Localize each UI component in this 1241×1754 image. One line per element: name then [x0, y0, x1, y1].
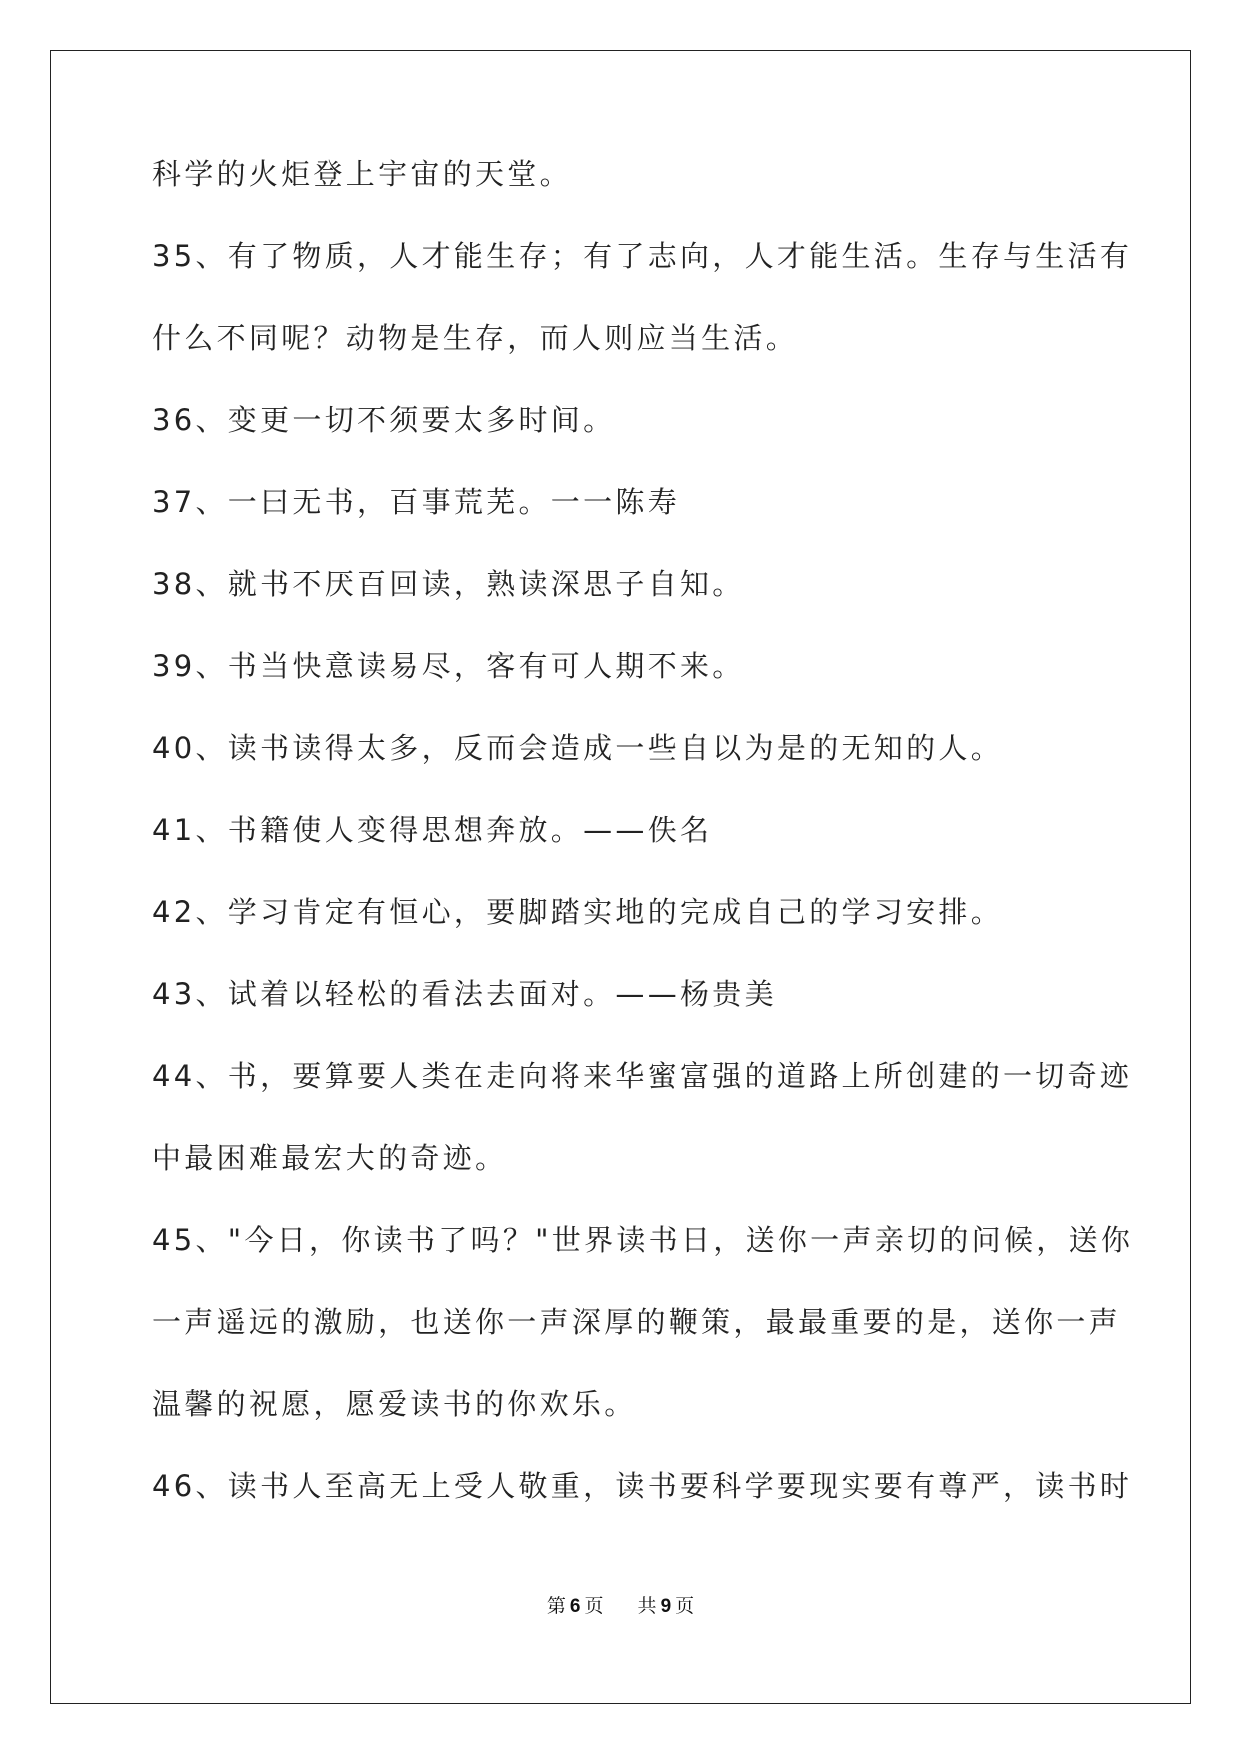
text-line: 什么不同呢？动物是生存，而人则应当生活。 — [152, 321, 799, 355]
text-line: 41、书籍使人变得思想奔放。——佚名 — [152, 813, 713, 847]
page-number: 6 — [569, 1596, 581, 1617]
text-line: 38、就书不厌百回读，熟读深思子自知。 — [152, 567, 745, 601]
document-body — [152, 157, 1134, 1552]
text-line: 40、读书读得太多，反而会造成一些自以为是的无知的人。 — [152, 731, 1004, 765]
text-line: 科学的火炬登上宇宙的天堂。 — [152, 157, 572, 191]
page-prefix: 第 — [546, 1595, 566, 1617]
text-line: 39、书当快意读易尽，客有可人期不来。 — [152, 649, 745, 683]
page-footer — [0, 1591, 1241, 1618]
text-line: 37、一曰无书，百事荒芜。一一陈寿 — [152, 485, 681, 519]
text-line: 中最困难最宏大的奇迹。 — [152, 1141, 508, 1175]
total-pages: 9 — [660, 1596, 672, 1617]
text-line: 42、学习肯定有恒心，要脚踏实地的完成自己的学习安排。 — [152, 895, 1004, 929]
text-line: 44、书，要算要人类在走向将来华蜜富强的道路上所创建的一切奇迹 — [152, 1059, 1133, 1093]
text-line: 46、读书人至高无上受人敬重，读书要科学要现实要有尊严，读书时 — [152, 1469, 1133, 1503]
text-line: 35、有了物质，人才能生存；有了志向，人才能生活。生存与生活有 — [152, 239, 1133, 273]
text-line: 一声遥远的激励，也送你一声深厚的鞭策，最最重要的是，送你一声 — [152, 1305, 1122, 1339]
text-line: 43、试着以轻松的看法去面对。——杨贵美 — [152, 977, 777, 1011]
total-suffix: 页 — [675, 1595, 695, 1617]
page-suffix: 页 — [584, 1595, 604, 1617]
text-line: 温馨的祝愿，愿爱读书的你欢乐。 — [152, 1387, 637, 1421]
text-line: 36、变更一切不须要太多时间。 — [152, 403, 616, 437]
total-prefix: 共 — [637, 1595, 657, 1617]
text-line: 45、"今日，你读书了吗？"世界读书日，送你一声亲切的问候，送你 — [152, 1223, 1134, 1257]
